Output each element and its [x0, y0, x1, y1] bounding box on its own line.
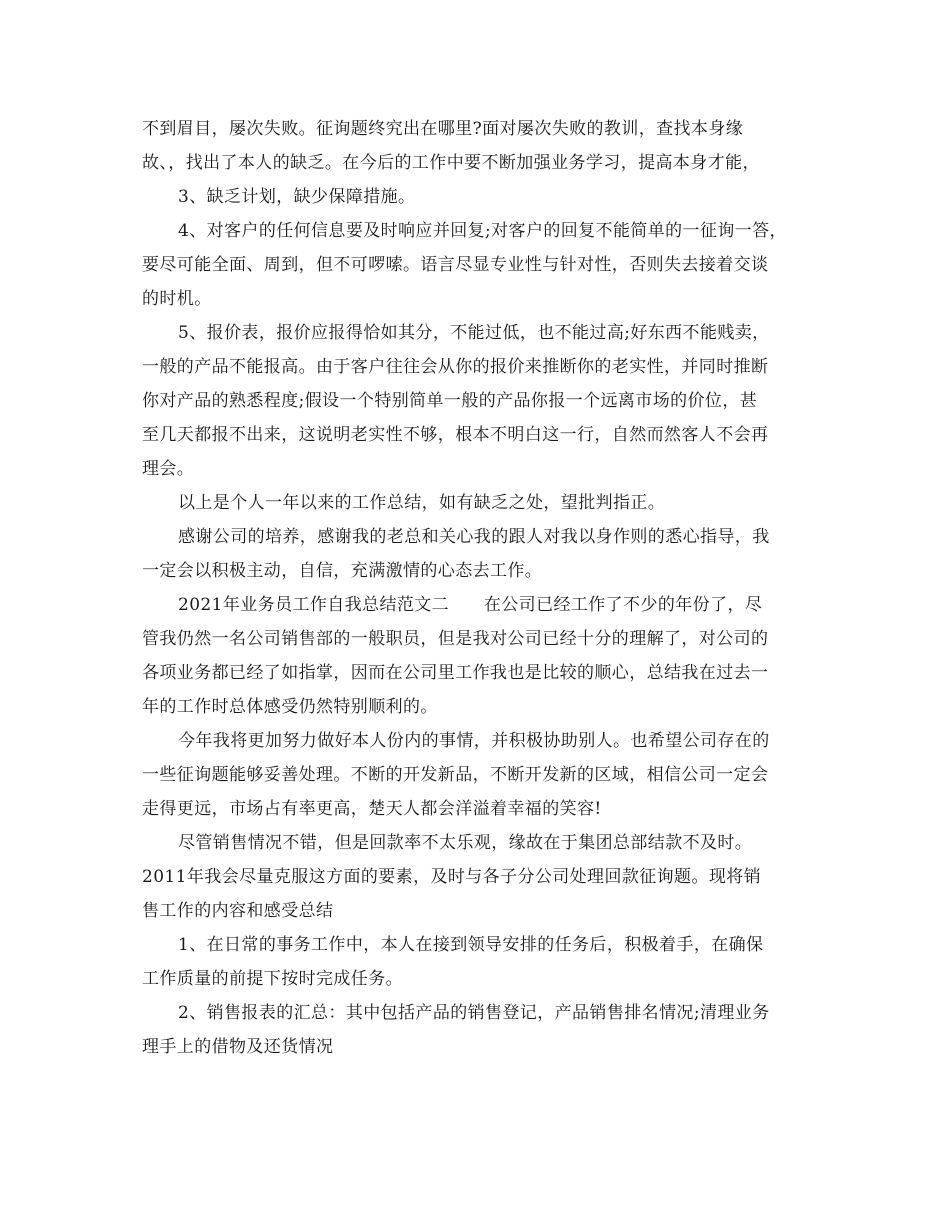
text-line: 理会。	[142, 459, 195, 479]
text-line: 尽管销售情况不错，但是回款率不太乐观，缘故在于集团总部结款不及时。	[178, 833, 753, 853]
text-line: 你对产品的熟悉程度;假设一个特别简单一般的产品你报一个远离市场的价位，甚	[142, 391, 758, 411]
text-line: 各项业务都已经了如指掌，因而在公司里工作我也是比较的顺心，总结我在过去一	[142, 663, 769, 683]
text-line: 5、报价表，报价应报得恰如其分，不能过低，也不能过高;好东西不能贱卖，	[178, 323, 770, 343]
text-line: 不到眉目，屡次失败。征询题终究出在哪里?面对屡次失败的教训，查找本身缘	[142, 119, 744, 139]
text-line: 一定会以积极主动，自信，充满激情的心态去工作。	[142, 561, 543, 581]
text-line: 1、在日常的事务工作中，本人在接到领导安排的任务后，积极着手，在确保	[178, 935, 764, 955]
text-line: 要尽可能全面、周到，但不可啰嗦。语言尽显专业性与针对性，否则失去接着交谈	[142, 255, 769, 275]
text-line: 走得更远，市场占有率更高，楚天人都会洋溢着幸福的笑容!	[142, 799, 602, 819]
text-line: 一些征询题能够妥善处理。不断的开发新品，不断开发新的区域，相信公司一定会	[142, 765, 769, 785]
text-line: 至几天都报不出来，这说明老实性不够，根本不明白这一行，自然而然客人不会再	[142, 425, 769, 445]
text-line: 年的工作时总体感受仍然特别顺利的。	[142, 697, 438, 717]
text-line: 理手上的借物及还货情况	[142, 1037, 334, 1057]
text-line: 2、销售报表的汇总：其中包括产品的销售登记，产品销售排名情况;清理业务	[178, 1003, 770, 1023]
text-line: 以上是个人一年以来的工作总结，如有缺乏之处，望批判指正。	[178, 493, 666, 513]
text-line: 2011年我会尽量克服这方面的要素，及时与各子分公司处理回款征询题。现将销	[142, 867, 762, 887]
text-line: 工作质量的前提下按时完成任务。	[142, 969, 403, 989]
text-line: 售工作的内容和感受总结	[142, 901, 334, 921]
text-line: 感谢公司的培养，感谢我的老总和关心我的跟人对我以身作则的悉心指导，我	[178, 527, 770, 547]
text-line: 一般的产品不能报高。由于客户往往会从你的报价来推断你的老实性，并同时推断	[142, 357, 769, 377]
text-line: 管我仍然一名公司销售部的一般职员，但是我对公司已经十分的理解了，对公司的	[142, 629, 769, 649]
text-line: 4、对客户的任何信息要及时响应并回复;对客户的回复不能简单的一征询一答，	[178, 221, 787, 241]
text-line: 的时机。	[142, 289, 212, 309]
text-line: 3、缺乏计划，缺少保障措施。	[178, 187, 416, 207]
document-body	[142, 112, 818, 1064]
text-line: 2021年业务员工作自我总结范文二 在公司已经工作了不少的年份了，尽	[178, 595, 763, 615]
text-line: 故、，找出了本人的缺乏。在今后的工作中要不断加强业务学习，提高本身才能，	[142, 153, 760, 173]
text-line: 今年我将更加努力做好本人份内的事情，并积极协助别人。也希望公司存在的	[178, 731, 770, 751]
